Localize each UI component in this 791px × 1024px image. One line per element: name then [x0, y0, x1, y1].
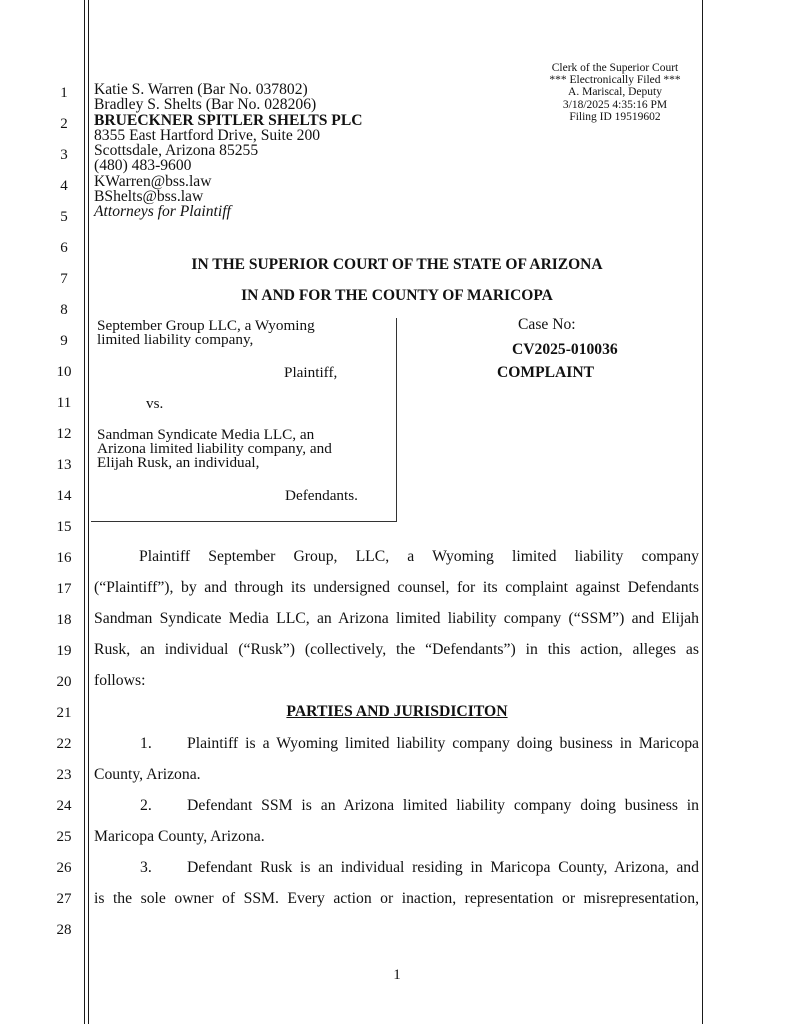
line-number: 28 — [56, 922, 72, 938]
paragraph-number: 1. — [140, 735, 152, 752]
line-number: 8 — [60, 302, 68, 318]
line-number: 10 — [56, 364, 72, 380]
line-number: 24 — [56, 798, 72, 814]
attorney-name: Bradley S. Shelts (Bar No. 028206) — [94, 96, 317, 114]
clerk-filing-stamp — [532, 62, 698, 123]
line-number: 27 — [56, 891, 72, 907]
clerk-stamp-line: *** Electronically Filed *** — [549, 74, 681, 87]
line-number: 21 — [56, 705, 72, 721]
line-number: 3 — [60, 147, 68, 163]
right-margin-rule — [702, 0, 703, 1024]
defendants-label: Defendants. — [285, 487, 358, 504]
plaintiff-description: limited liability company, — [97, 331, 254, 348]
intro-line: Rusk, an individual (“Rusk”) (collectively, the “Defendants”) in this action, alleges as — [94, 641, 699, 658]
defendant-individual: Elijah Rusk, an individual, — [97, 454, 260, 471]
line-number: 2 — [60, 116, 68, 132]
counsel-role: Attorneys for Plaintiff — [94, 203, 231, 221]
intro-line: Sandman Syndicate Media LLC, an Arizona limited liability company (“SSM”) and Elijah — [94, 610, 699, 627]
line-number: 4 — [60, 178, 68, 194]
line-number: 5 — [60, 209, 68, 225]
attorney-email: BShelts@bss.law — [94, 188, 204, 206]
court-county: IN AND FOR THE COUNTY OF MARICOPA — [241, 287, 553, 304]
line-number: 19 — [56, 643, 72, 659]
attorney-email: KWarren@bss.law — [94, 172, 212, 190]
line-number: 11 — [56, 395, 72, 411]
firm-city: Scottsdale, Arizona 85255 — [94, 142, 259, 160]
intro-line: Plaintiff September Group, LLC, a Wyoming limited liability company — [139, 548, 699, 565]
defendant-description: Arizona limited liability company, and — [97, 440, 332, 457]
document-title: COMPLAINT — [497, 364, 595, 381]
paragraph-number: 3. — [140, 859, 152, 876]
defendant-name: Sandman Syndicate Media LLC, an — [97, 426, 315, 443]
line-number: 18 — [56, 612, 72, 628]
line-number: 13 — [56, 457, 72, 473]
paragraph-line: Plaintiff is a Wyoming limited liability company doing business in Maricopa — [187, 735, 699, 752]
line-number: 12 — [56, 426, 72, 442]
paragraph-number: 2. — [140, 797, 152, 814]
line-number: 20 — [56, 674, 72, 690]
plaintiff-name: September Group LLC, a Wyoming — [97, 317, 315, 334]
clerk-stamp-line: A. Mariscal, Deputy — [568, 86, 662, 99]
firm-address: 8355 East Hartford Drive, Suite 200 — [94, 126, 321, 144]
attorney-name: Katie S. Warren (Bar No. 037802) — [94, 81, 308, 98]
case-number: CV2025-010036 — [512, 341, 618, 358]
clerk-stamp-line: Clerk of the Superior Court — [551, 62, 679, 74]
court-title: IN THE SUPERIOR COURT OF THE STATE OF ARIZONA — [191, 256, 603, 273]
line-number: 6 — [60, 240, 68, 256]
paragraph-line: County, Arizona. — [94, 766, 201, 783]
paragraph-line: Defendant SSM is an Arizona limited liability company doing business in — [187, 797, 699, 814]
page-number: 1 — [393, 967, 401, 983]
plaintiff-label: Plaintiff, — [284, 364, 338, 381]
line-number: 1 — [60, 85, 68, 101]
left-margin-rule-1 — [84, 0, 85, 1024]
section-heading: PARTIES AND JURISDICITON — [286, 703, 508, 720]
line-number: 26 — [56, 860, 72, 876]
line-number: 9 — [60, 333, 68, 349]
intro-line: follows: — [94, 672, 146, 689]
counsel-block — [94, 82, 363, 220]
paragraph-line: is the sole owner of SSM. Every action or inaction, representation or misrepresentation, — [94, 890, 699, 907]
line-number: 25 — [56, 829, 72, 845]
versus-label: vs. — [146, 395, 164, 412]
line-number: 14 — [56, 488, 72, 504]
intro-line: (“Plaintiff”), by and through its undersigned counsel, for its complaint against Defendants — [94, 579, 699, 596]
case-number-label: Case No: — [518, 316, 576, 333]
paragraph-line: Maricopa County, Arizona. — [94, 828, 265, 845]
line-number: 22 — [56, 736, 72, 752]
line-number: 15 — [56, 519, 72, 535]
line-number: 16 — [56, 550, 72, 566]
line-number: 7 — [60, 271, 68, 287]
line-number: 23 — [56, 767, 72, 783]
law-firm-name: BRUECKNER SPITLER SHELTS PLC — [94, 111, 363, 129]
clerk-stamp-line: 3/18/2025 4:35:16 PM — [562, 98, 668, 111]
firm-phone: (480) 483-9600 — [94, 157, 192, 175]
line-number: 17 — [56, 581, 72, 597]
clerk-stamp-line: Filing ID 19519602 — [569, 110, 661, 123]
left-margin-rule-2 — [88, 0, 89, 1024]
paragraph-line: Defendant Rusk is an individual residing in Maricopa County, Arizona, and — [187, 859, 699, 876]
